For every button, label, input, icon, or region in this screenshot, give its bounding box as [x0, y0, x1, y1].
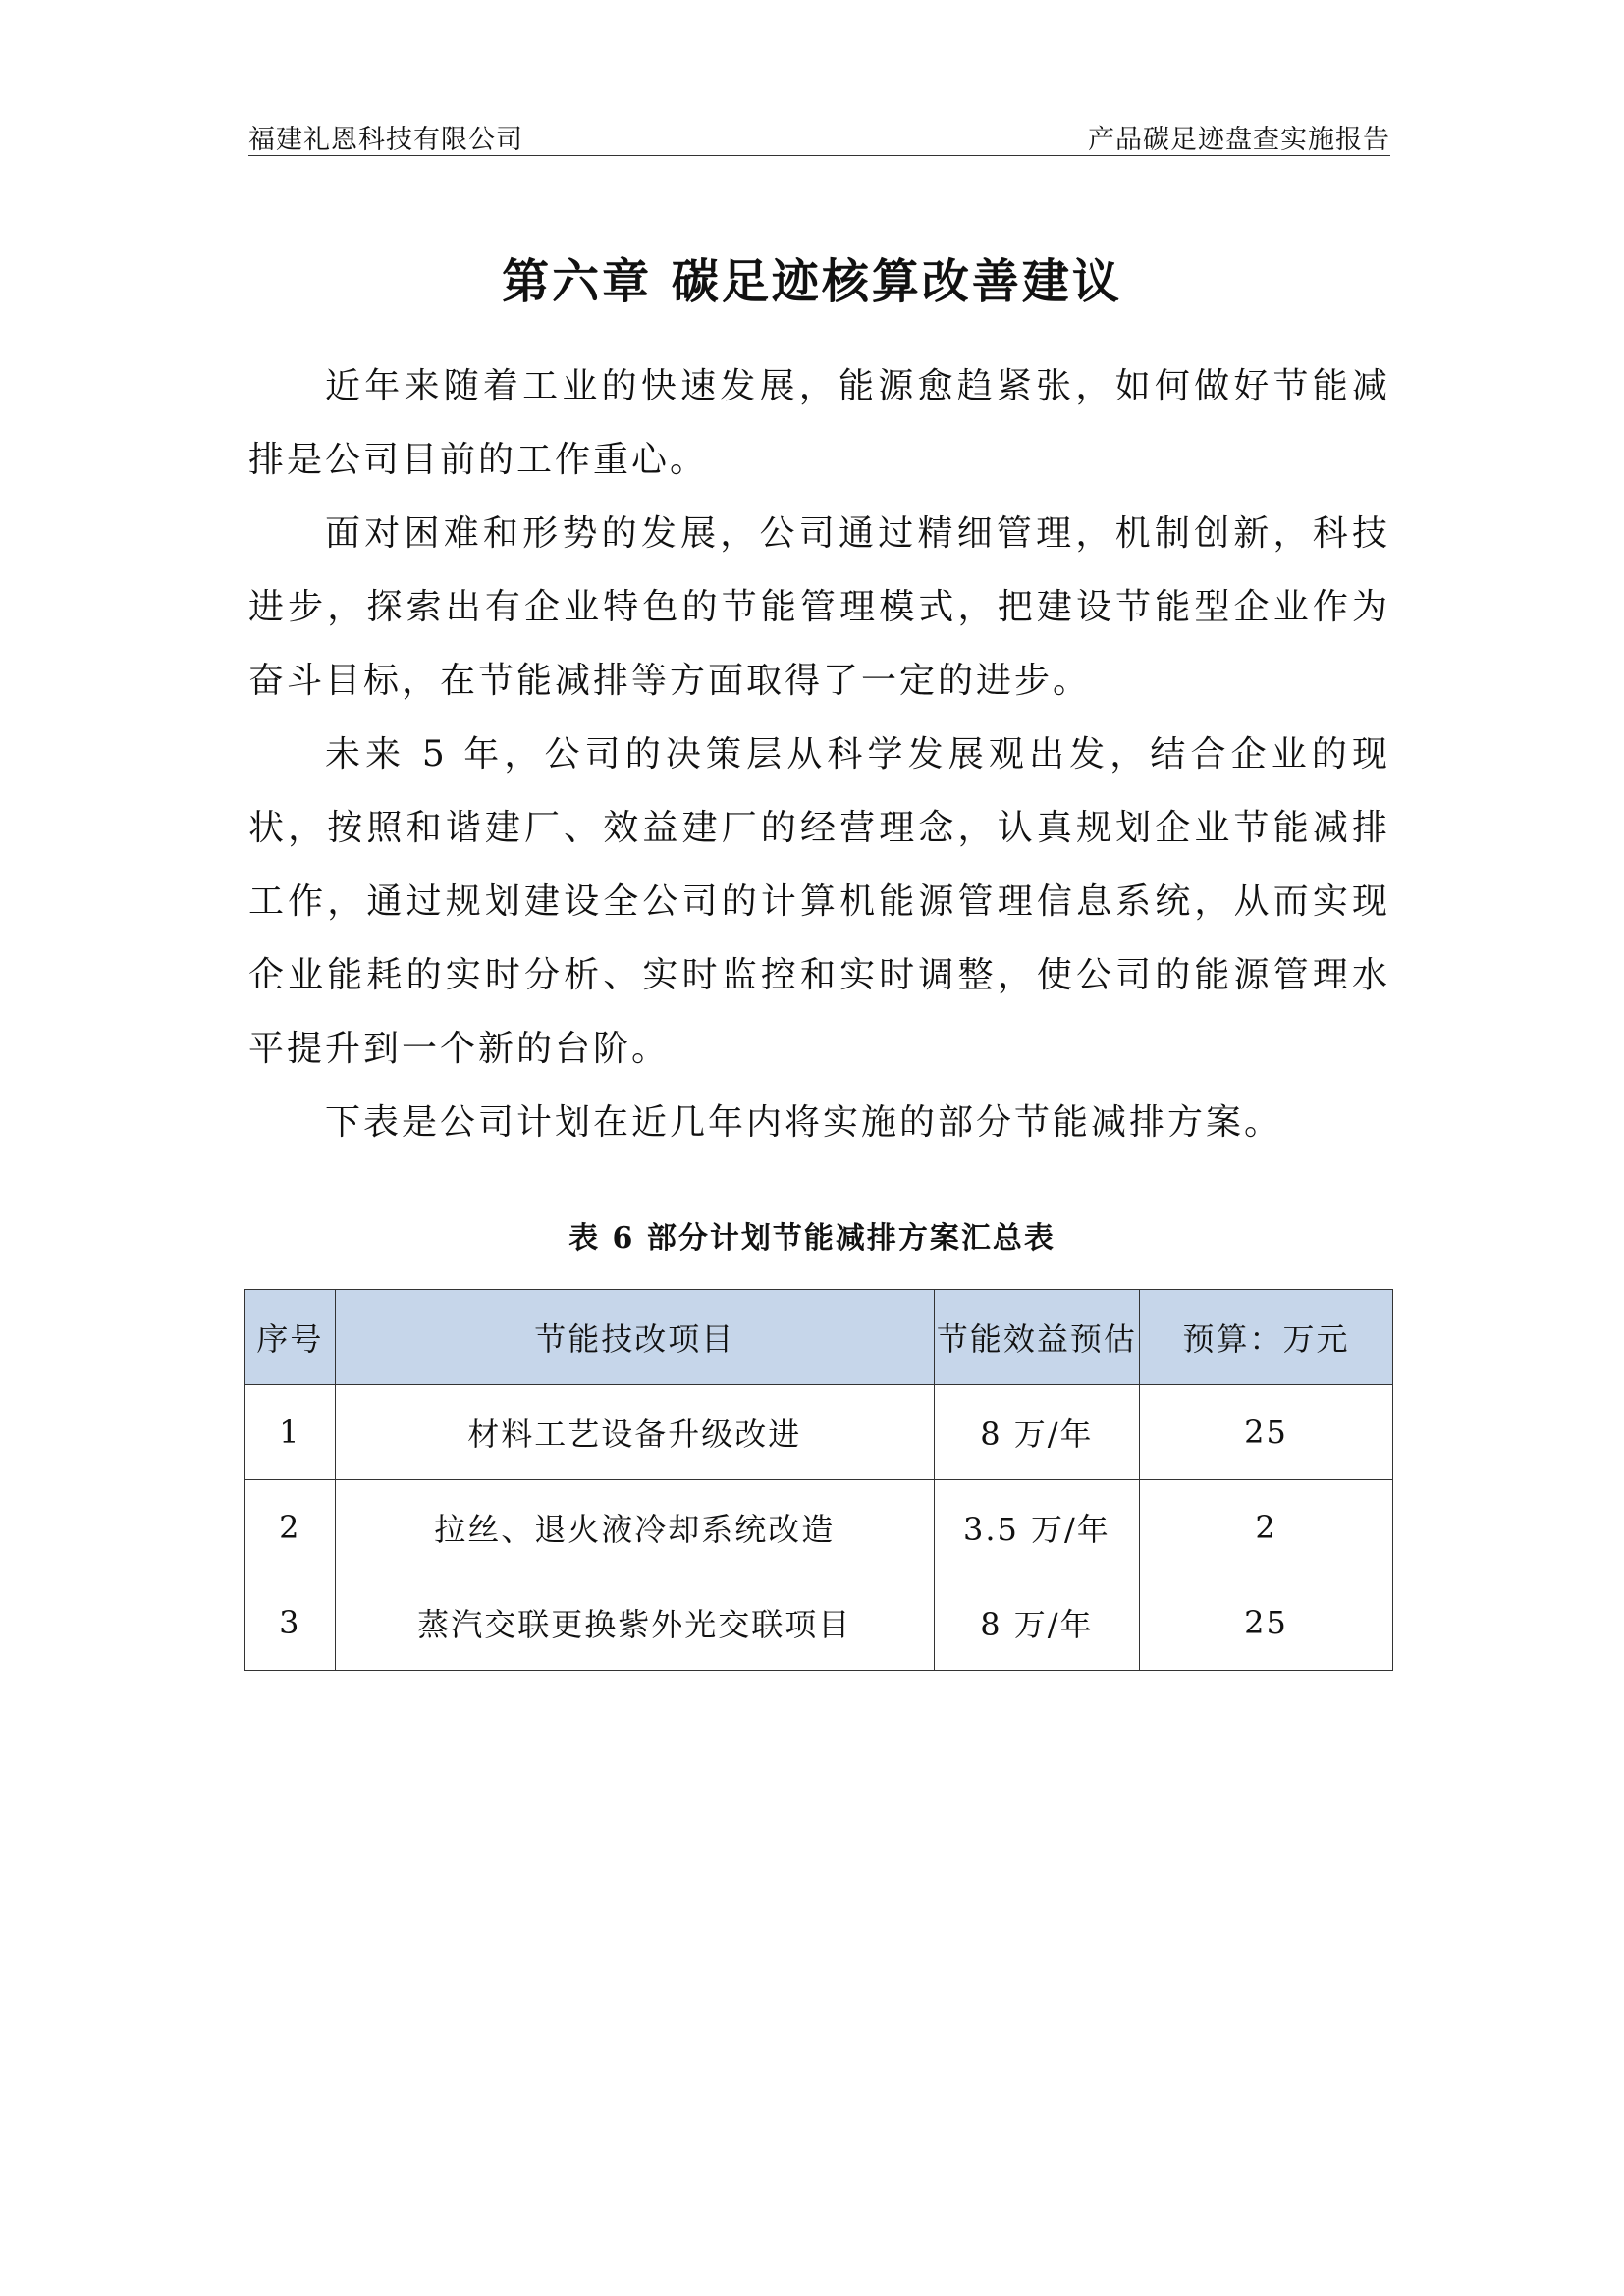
page-header	[248, 116, 1390, 156]
cell-benefit: 3.5 万/年	[934, 1480, 1139, 1575]
paragraph: 未来 5 年，公司的决策层从科学发展观出发，结合企业的现状，按照和谐建厂、效益建厂的经营理念，认真规划企业节能减排工作，通过规划建设全公司的计算机能源管理信息系统，从而实现企业能耗的实时分析、实时监控和实时调整，使公司的能源管理水平提升到一个新的台阶。	[248, 734, 1390, 1069]
paragraph: 下表是公司计划在近几年内将实施的部分节能减排方案。	[325, 1102, 1283, 1143]
cell-budget: 2	[1139, 1480, 1392, 1575]
table-row	[245, 1385, 1393, 1480]
table-row	[245, 1575, 1393, 1671]
header-company-name: 福建礼恩科技有限公司	[248, 125, 523, 155]
body-text	[248, 349, 1390, 1159]
cell-index: 3	[245, 1575, 336, 1671]
column-header-index: 序号	[245, 1290, 336, 1385]
cell-index: 2	[245, 1480, 336, 1575]
energy-saving-plan-table	[244, 1289, 1393, 1671]
table-caption: 表 6 部分计划节能减排方案汇总表	[568, 1221, 1056, 1255]
column-header-project: 节能技改项目	[335, 1290, 934, 1385]
cell-project: 蒸汽交联更换紫外光交联项目	[335, 1575, 934, 1671]
paragraph: 面对困难和形势的发展，公司通过精细管理，机制创新，科技进步，探索出有企业特色的节能管理模式，把建设节能型企业作为奋斗目标，在节能减排等方面取得了一定的进步。	[248, 513, 1390, 701]
table-row	[245, 1480, 1393, 1575]
cell-budget: 25	[1139, 1575, 1392, 1671]
column-header-benefit: 节能效益预估	[934, 1290, 1139, 1385]
cell-project: 拉丝、退火液冷却系统改造	[335, 1480, 934, 1575]
table-header-row	[245, 1290, 1393, 1385]
cell-project: 材料工艺设备升级改进	[335, 1385, 934, 1480]
cell-index: 1	[245, 1385, 336, 1480]
chapter-title: 第六章 碳足迹核算改善建议	[502, 254, 1122, 309]
cell-budget: 25	[1139, 1385, 1392, 1480]
cell-benefit: 8 万/年	[934, 1575, 1139, 1671]
paragraph: 近年来随着工业的快速发展，能源愈趋紧张，如何做好节能减排是公司目前的工作重心。	[248, 366, 1390, 480]
header-report-title: 产品碳足迹盘查实施报告	[1088, 125, 1390, 155]
column-header-budget: 预算：万元	[1139, 1290, 1392, 1385]
cell-benefit: 8 万/年	[934, 1385, 1139, 1480]
